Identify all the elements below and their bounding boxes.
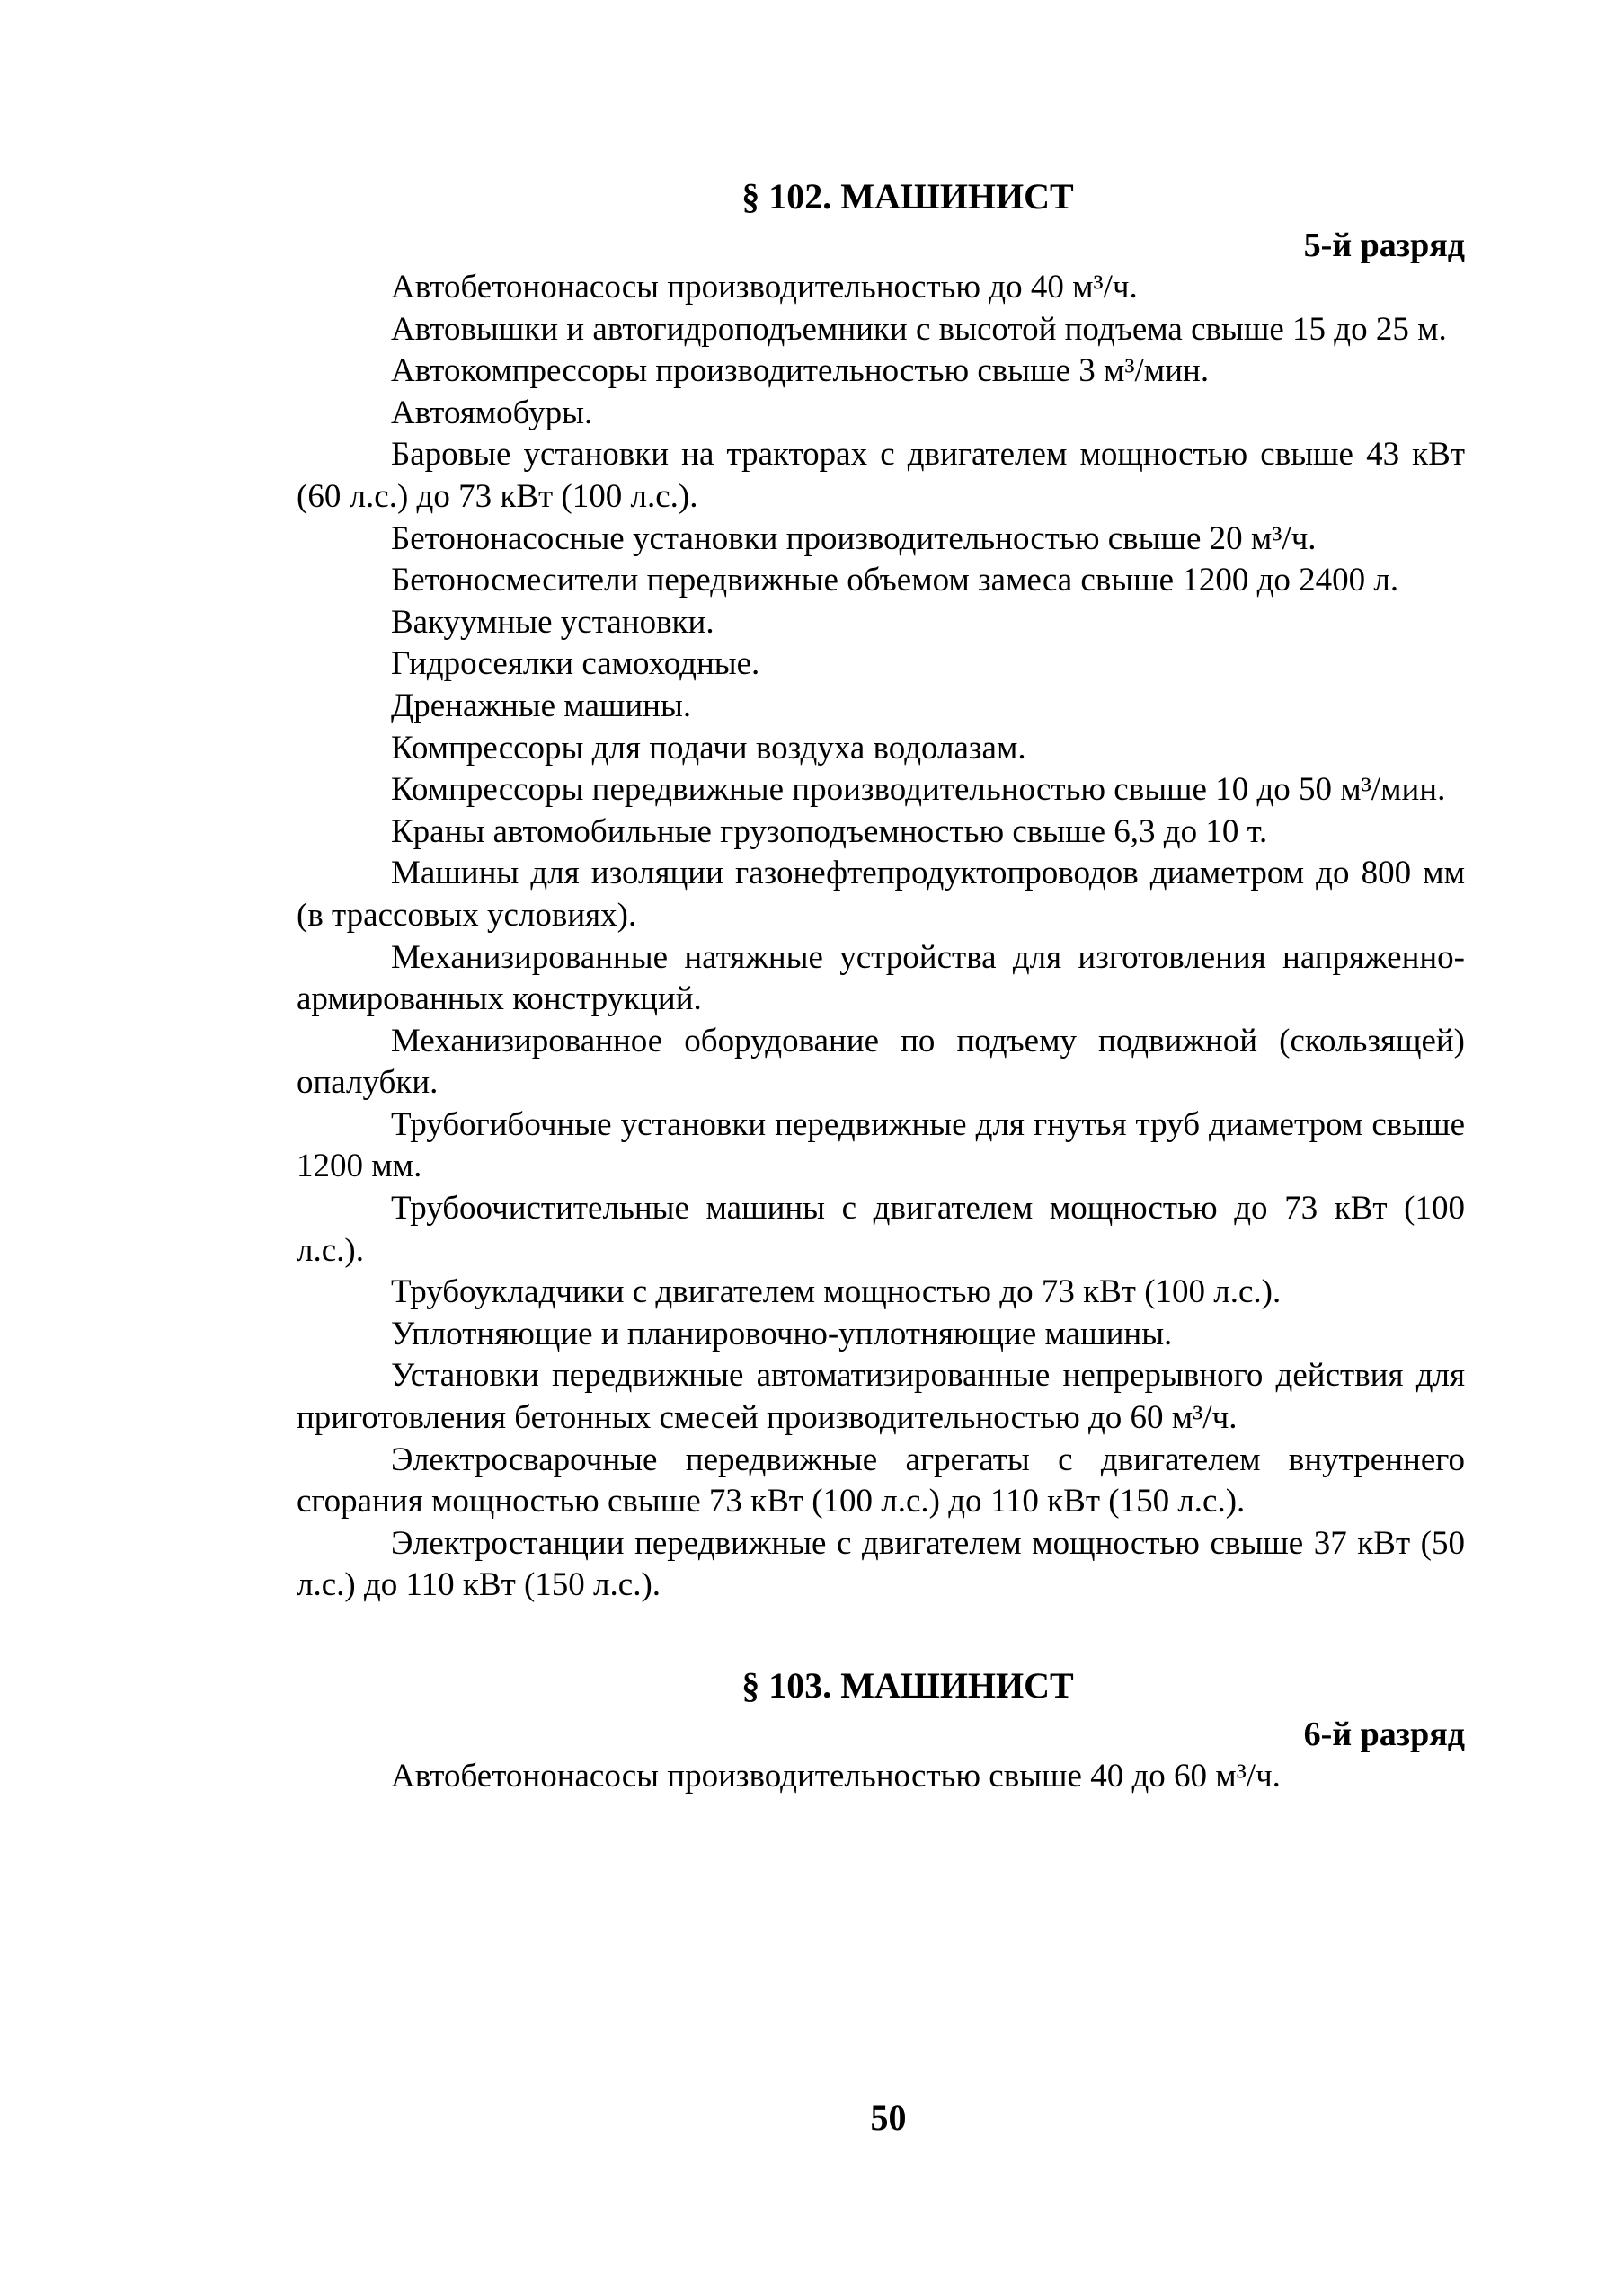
list-item: Автовышки и автогидроподъемники с высотой подъема свыше 15 до 25 м. <box>391 310 1447 348</box>
list-item: Гидросеялки самоходные. <box>391 645 760 683</box>
list-item: Механизированное оборудование по подъему подвижной (скользящей) опалубки. <box>297 1022 1465 1102</box>
equipment-list <box>297 1756 1465 1798</box>
list-item: Автоямобуры. <box>391 394 593 431</box>
section-102 <box>297 175 1465 1607</box>
list-item: Краны автомобильные грузоподъемностью свыше 6,3 до 10 т. <box>391 812 1268 850</box>
list-item: Машины для изоляции газонефтепродуктопроводов диаметром до 800 мм (в трассовых условиях). <box>297 855 1465 934</box>
list-item: Электростанции передвижные с двигателем мощностью свыше 37 кВт (50 л.с.) до 110 кВт (150 л.с.). <box>297 1524 1465 1604</box>
list-item: Бетоносмесители передвижные объемом замеса свыше 1200 до 2400 л. <box>391 562 1399 599</box>
document-page <box>297 175 1465 1798</box>
list-item: Установки передвижные автоматизированные непрерывного действия для приготовления бетонных смесей производительностью до 60 м³/ч. <box>297 1357 1465 1437</box>
list-item: Трубоочистительные машины с двигателем мощностью до 73 кВт (100 л.с.). <box>297 1190 1465 1269</box>
section-103 <box>297 1664 1465 1798</box>
page-number: 50 <box>870 2097 907 2138</box>
grade-label: 6-й разряд <box>1303 1715 1465 1753</box>
list-item: Электросварочные передвижные агрегаты с двигателем внутреннего сгорания мощностью свыше 73 кВт (100 л.с.) до 110 кВт (150 л.с.). <box>297 1441 1465 1520</box>
list-item: Вакуумные установки. <box>391 603 714 641</box>
grade-label: 5-й разряд <box>1303 226 1465 264</box>
list-item: Уплотняющие и планировочно-уплотняющие машины. <box>391 1315 1173 1352</box>
list-item: Компрессоры для подачи воздуха водолазам. <box>391 729 1026 767</box>
list-item: Баровые установки на тракторах с двигателем мощностью свыше 43 кВт (60 л.с.) до 73 кВт (100 л.с.). <box>297 436 1465 515</box>
list-item: Автобетононасосы производительностью до 40 м³/ч. <box>391 269 1138 306</box>
list-item: Автобетононасосы производительностью свыше 40 до 60 м³/ч. <box>391 1758 1281 1795</box>
equipment-list <box>297 267 1465 1607</box>
list-item: Трубогибочные установки передвижные для гнутья труб диаметром свыше 1200 мм. <box>297 1105 1465 1185</box>
list-item: Компрессоры передвижные производительностью свыше 10 до 50 м³/мин. <box>391 771 1446 809</box>
list-item: Трубоукладчики с двигателем мощностью до 73 кВт (100 л.с.). <box>391 1273 1282 1311</box>
list-item: Автокомпрессоры производительностью свыше 3 м³/мин. <box>391 352 1210 390</box>
list-item: Дренажные машины. <box>391 687 692 724</box>
list-item: Механизированные натяжные устройства для изготовления напряженно-армированных конструкций. <box>297 938 1465 1018</box>
section-title: § 102. МАШИНИСТ <box>741 176 1074 217</box>
list-item: Бетононасосные установки производительностью свыше 20 м³/ч. <box>391 519 1317 557</box>
section-title: § 103. МАШИНИСТ <box>741 1665 1074 1706</box>
